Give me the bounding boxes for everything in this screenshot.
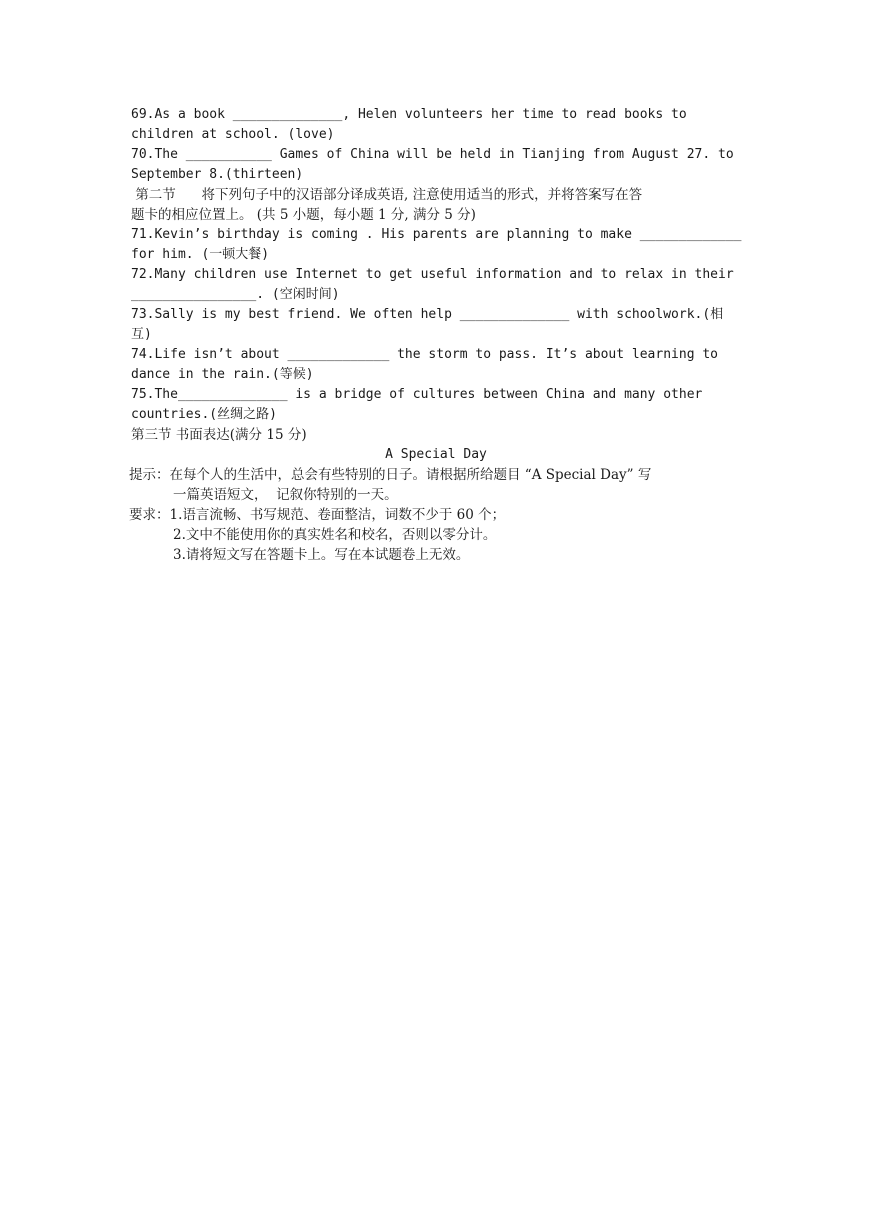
- section-3-heading: 第三节 书面表达(满分 15 分): [131, 427, 307, 443]
- question-line: 互): [131, 327, 152, 342]
- section-line: 题卡的相应位置上。 (共 5 小题，每小题 1 分, 满分 5 分): [131, 207, 476, 223]
- writing-title: A Special Day: [385, 447, 487, 462]
- section-line: 第二节 将下列句子中的汉语部分译成英语, 注意使用适当的形式，并将答案写在答: [131, 187, 643, 203]
- question-line: children at school. (love): [131, 127, 335, 142]
- question-69: [131, 105, 741, 145]
- question-72: [131, 265, 741, 305]
- question-line: 70.The ___________ Games of China will be held in Tianjing from August 27. to: [131, 147, 734, 162]
- section-2-instructions: [131, 185, 741, 225]
- question-line: 69.As a book ______________, Helen volunteers her time to read books to: [131, 107, 687, 122]
- requirement-item: 1.语言流畅、书写规范、卷面整洁，词数不少于 60 个；: [169, 507, 506, 523]
- question-70: [131, 145, 741, 185]
- question-line: ________________. (空闲时间): [131, 287, 340, 302]
- question-71: [131, 225, 741, 265]
- question-line: 73.Sally is my best friend. We often help ______________ with schoolwork.(相: [131, 307, 724, 322]
- question-line: 71.Kevin’s birthday is coming . His parents are planning to make _____________: [131, 227, 742, 242]
- requirements-line: [129, 505, 741, 525]
- question-line: for him. (一顿大餐): [131, 247, 270, 262]
- section-3: [131, 425, 741, 565]
- question-74: [131, 345, 741, 385]
- hint-line: 提示：在每个人的生活中，总会有些特别的日子。请根据所给题目 “A Special Day” 写: [129, 467, 652, 483]
- question-75: [131, 385, 741, 425]
- requirements-label: 要求：: [129, 507, 170, 523]
- requirement-item: 2.文中不能使用你的真实姓名和校名，否则以零分计。: [173, 527, 497, 543]
- question-line: 74.Life isn’t about _____________ the storm to pass. It’s about learning to: [131, 347, 718, 362]
- question-73: [131, 305, 741, 345]
- question-line: countries.(丝绸之路): [131, 407, 277, 422]
- exam-content: [131, 105, 741, 565]
- question-line: September 8.(thirteen): [131, 167, 304, 182]
- question-line: dance in the rain.(等候): [131, 367, 314, 382]
- question-line: 75.The______________ is a bridge of cultures between China and many other: [131, 387, 703, 402]
- hint-line: 一篇英语短文， 记叙你特别的一天。: [173, 487, 398, 503]
- requirement-item: 3.请将短文写在答题卡上。写在本试题卷上无效。: [173, 547, 470, 563]
- question-line: 72.Many children use Internet to get useful information and to relax in their: [131, 267, 734, 282]
